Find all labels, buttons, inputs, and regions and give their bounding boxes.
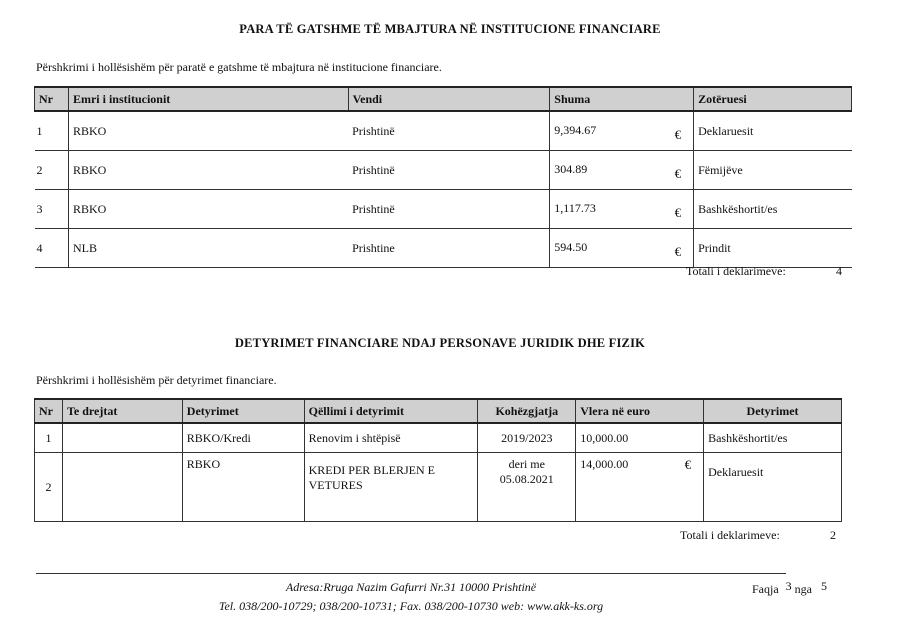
col-header-nr: Nr xyxy=(35,87,69,111)
footer-divider xyxy=(36,573,786,574)
row-place: Prishtinë xyxy=(348,190,550,229)
cash-holdings-table xyxy=(34,86,852,268)
section1-total-label: Totali i deklarimeve: xyxy=(686,264,786,278)
table-row xyxy=(35,423,842,453)
section2-title: DETYRIMET FINANCIARE NDAJ PERSONAVE JURIDIK DHE FIZIK xyxy=(234,336,646,350)
table-header-row xyxy=(35,87,852,111)
table-row xyxy=(35,151,852,190)
row-amount-cell xyxy=(550,111,694,151)
row-rights xyxy=(62,423,182,453)
row-institution: RBKO xyxy=(68,190,348,229)
row-institution: RBKO xyxy=(68,151,348,190)
row-value-cell xyxy=(576,423,704,453)
row-amount-cell xyxy=(550,151,694,190)
row-value: 14,000.00 xyxy=(580,457,629,471)
page-indicator xyxy=(752,579,827,597)
row-owner: Fëmijëve xyxy=(694,151,852,190)
row-place: Prishtinë xyxy=(348,151,550,190)
euro-icon: € xyxy=(674,244,682,259)
row-amount: 594.50 xyxy=(554,240,588,254)
row-purpose: KREDI PER BLERJEN E VETURES xyxy=(304,453,478,522)
row-institution: NLB xyxy=(68,229,348,268)
row-owner: Bashkëshortit/es xyxy=(704,423,842,453)
row-owner: Deklaruesit xyxy=(704,453,842,522)
col-header-purpose: Qëllimi i detyrimit xyxy=(304,399,478,423)
col-header-place: Vendi xyxy=(348,87,550,111)
row-institution: RBKO xyxy=(68,111,348,151)
row-obligation: RBKO xyxy=(182,453,304,522)
col-header-nr: Nr xyxy=(35,399,63,423)
row-purpose: Renovim i shtëpisë xyxy=(304,423,478,453)
table-header-row xyxy=(35,399,842,423)
section2-total-label: Totali i deklarimeve: xyxy=(680,528,780,542)
page-total: 5 xyxy=(821,579,827,593)
row-value-cell xyxy=(576,453,704,522)
section1-total-value: 4 xyxy=(836,264,842,278)
euro-icon: € xyxy=(674,166,682,181)
col-header-institution: Emri i institucionit xyxy=(68,87,348,111)
footer-address: Adresa:Rruga Nazim Gafurri Nr.31 10000 Prishtinë xyxy=(285,580,537,594)
row-nr: 4 xyxy=(35,229,69,268)
page-separator: nga xyxy=(794,582,812,596)
col-header-value: Vlera në euro xyxy=(576,399,704,423)
col-header-duration: Kohëzgjatja xyxy=(478,399,576,423)
table-row xyxy=(35,111,852,151)
row-owner: Bashkëshortit/es xyxy=(694,190,852,229)
row-value: 10,000.00 xyxy=(580,430,629,445)
row-obligation: RBKO/Kredi xyxy=(182,423,304,453)
row-duration: deri me 05.08.2021 xyxy=(478,453,576,522)
section2-total-value: 2 xyxy=(830,528,836,542)
row-amount-cell xyxy=(550,229,694,268)
euro-icon: € xyxy=(674,127,682,142)
row-rights xyxy=(62,453,182,522)
row-nr: 2 xyxy=(35,453,63,522)
row-nr: 2 xyxy=(35,151,69,190)
euro-icon: € xyxy=(674,205,682,220)
page-label: Faqja xyxy=(752,582,779,596)
section1-title: PARA TË GATSHME TË MBAJTURA NË INSTITUCIONE FINANCIARE xyxy=(239,22,661,36)
liabilities-table xyxy=(34,398,842,522)
row-owner: Prindit xyxy=(694,229,852,268)
row-owner: Deklaruesit xyxy=(694,111,852,151)
row-amount: 9,394.67 xyxy=(554,123,597,137)
row-place: Prishtine xyxy=(348,229,550,268)
euro-icon: € xyxy=(684,457,692,472)
row-place: Prishtinë xyxy=(348,111,550,151)
row-nr: 3 xyxy=(35,190,69,229)
row-nr: 1 xyxy=(35,111,69,151)
col-header-obligation: Detyrimet xyxy=(182,399,304,423)
row-amount: 1,117.73 xyxy=(554,201,596,215)
footer-contact: Tel. 038/200-10729; 038/200-10731; Fax. 038/200-10730 web: www.akk-ks.org xyxy=(218,599,604,613)
section1-description: Përshkrimi i hollësishëm për paratë e gatshme të mbajtura në institucione financiare. xyxy=(36,60,442,74)
section2-description: Përshkrimi i hollësishëm për detyrimet financiare. xyxy=(36,373,277,387)
row-amount: 304.89 xyxy=(554,162,588,176)
row-duration: 2019/2023 xyxy=(478,423,576,453)
table-row xyxy=(35,453,842,522)
col-header-owner: Zotëruesi xyxy=(694,87,852,111)
col-header-owner: Detyrimet xyxy=(704,399,842,423)
col-header-rights: Te drejtat xyxy=(62,399,182,423)
table-row xyxy=(35,190,852,229)
col-header-amount: Shuma xyxy=(550,87,694,111)
row-nr: 1 xyxy=(35,423,63,453)
table-row xyxy=(35,229,852,268)
row-amount-cell xyxy=(550,190,694,229)
page-current: 3 xyxy=(785,579,792,593)
